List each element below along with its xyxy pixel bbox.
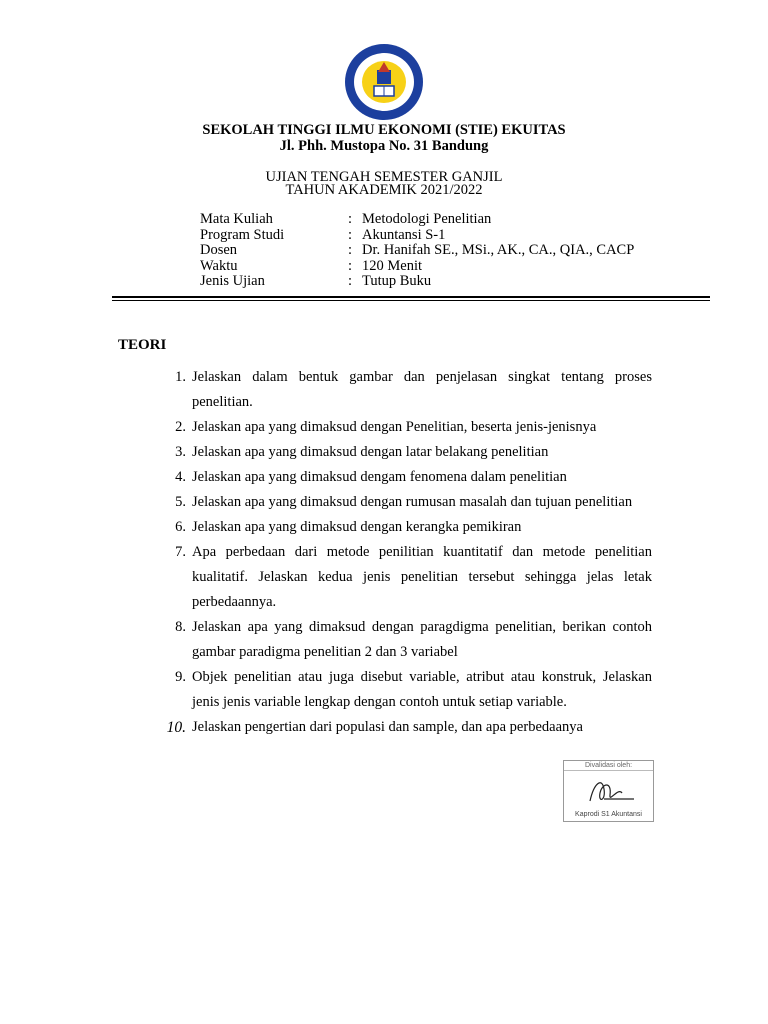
question-text: Apa perbedaan dari metode penilitian kuantitatif dan metode penelitian kualitatif. Jelaskan kedua jenis penelitian tersebut sehingga jelas letak perbedaannya. (192, 544, 652, 610)
stamp-caption: Kaprodi S1 Akuntansi (575, 811, 642, 818)
academic-year: TAHUN AKADEMIK 2021/2022 (285, 182, 483, 198)
info-colon: : (348, 257, 353, 274)
info-label: Mata Kuliah (200, 211, 273, 227)
info-label: Dosen (200, 242, 238, 258)
question-list (160, 365, 652, 740)
stie-ekuitas-logo (344, 42, 424, 122)
exam-info (200, 212, 634, 290)
institution-name: SEKOLAH TINGGI ILMU EKONOMI (STIE) EKUITAS (202, 122, 566, 138)
institution-address: Jl. Phh. Mustopa No. 31 Bandung (279, 138, 489, 154)
section-title: TEORI (118, 337, 167, 353)
validation-stamp (563, 760, 654, 822)
question-text: Jelaskan apa yang dimaksud dengan paragdigma penelitian, berikan contoh gambar paradigma penelitian 2 dan 3 variabel (192, 619, 652, 660)
question-number: 4. (175, 469, 186, 485)
question-number: 6. (175, 519, 186, 535)
info-value: Akuntansi S-1 (362, 226, 446, 243)
info-label: Waktu (200, 257, 238, 274)
question-text: Jelaskan apa yang dimaksud dengan rumusan masalah dan tujuan penelitian (192, 494, 633, 510)
question-text: Jelaskan pengertian dari populasi dan sample, dan apa perbedaanya (192, 719, 583, 735)
question-text: Jelaskan apa yang dimaksud dengam fenomena dalam penelitian (192, 469, 567, 485)
info-value: Metodologi Penelitian (362, 211, 492, 227)
question-item (160, 415, 652, 440)
header-divider-thin (112, 300, 710, 301)
info-row (200, 228, 634, 244)
info-colon: : (348, 226, 353, 243)
question-number: 7. (175, 544, 186, 560)
info-label: Jenis Ujian (200, 273, 265, 289)
question-number: 5. (175, 494, 186, 510)
signature-icon (584, 773, 636, 809)
question-text: Jelaskan apa yang dimaksud dengan latar belakang penelitian (192, 444, 549, 460)
info-colon: : (348, 242, 353, 258)
question-item (160, 615, 652, 665)
question-text: Jelaskan dalam bentuk gambar dan penjelasan singkat tentang proses penelitian. (192, 369, 652, 410)
info-colon: : (348, 273, 353, 289)
info-label: Program Studi (200, 226, 285, 243)
question-number: 3. (175, 444, 186, 460)
question-item (160, 440, 652, 465)
info-row (200, 212, 634, 228)
question-number: 10. (166, 719, 186, 736)
info-row (200, 243, 634, 259)
info-colon: : (348, 211, 353, 227)
stamp-title: Divalidasi oleh: (564, 761, 653, 771)
question-item (160, 365, 652, 415)
info-row (200, 259, 634, 275)
question-number: 1. (175, 369, 186, 385)
question-text: Jelaskan apa yang dimaksud dengan Penelitian, beserta jenis-jenisnya (192, 419, 597, 435)
question-number: 8. (175, 619, 186, 635)
question-item (160, 540, 652, 615)
header-divider-thick (112, 296, 710, 298)
question-number: 9. (175, 669, 186, 685)
info-row (200, 274, 634, 290)
info-value: Tutup Buku (362, 273, 432, 289)
question-number: 2. (175, 419, 186, 435)
question-text: Objek penelitian atau juga disebut variable, atribut atau konstruk, Jelaskan jenis jenis variable lengkap dengan contoh untuk setiap variable. (192, 669, 652, 710)
question-item (160, 465, 652, 490)
question-item (160, 715, 652, 740)
question-item (160, 490, 652, 515)
question-item (160, 665, 652, 715)
exam-title: UJIAN TENGAH SEMESTER GANJIL (265, 169, 503, 185)
question-text: Jelaskan apa yang dimaksud dengan kerangka pemikiran (192, 519, 522, 535)
question-item (160, 515, 652, 540)
info-value: 120 Menit (362, 257, 423, 274)
info-value: Dr. Hanifah SE., MSi., AK., CA., QIA., CACP (362, 242, 635, 258)
